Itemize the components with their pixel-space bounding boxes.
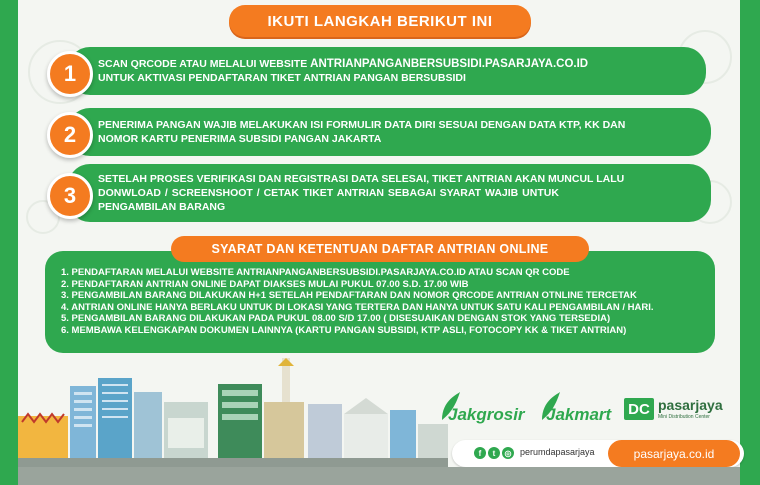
step-3-line-3: PENGAMBILAN BARANG: [98, 201, 226, 213]
terms-item: 1. PENDAFTARAN MELALUI WEBSITE ANTRIANPANGANBERSUBSIDI.PASARJAYA.CO.ID ATAU SCAN QR CODE: [61, 267, 570, 278]
terms-item: 4. ANTRIAN ONLINE HANYA BERLAKU UNTUK DI LOKASI YANG TERTERA DAN HANYA UNTUK SATU KALI PENGAMBILAN / HARI.: [61, 301, 654, 313]
city-skyline-illustration: [18, 358, 448, 470]
terms-item: 6. MEMBAWA KELENGKAPAN DOKUMEN LAINNYA (KARTU PANGAN SUBSIDI, KTP ASLI, FOTOCOPY KK & TIKET ANTRIAN): [61, 324, 627, 336]
step-1-line-2: UNTUK AKTIVASI PENDAFTARAN TIKET ANTRIAN PANGAN BERSUBSIDI: [98, 72, 466, 84]
step-2: [68, 108, 711, 156]
step-1-line-1: [98, 57, 688, 71]
terms-box: [45, 251, 715, 353]
page-title: IKUTI LANGKAH BERIKUT INI: [229, 5, 531, 37]
terms-item: 2. PENDAFTARAN ANTRIAN ONLINE DAPAT DIAKSES MULAI PUKUL 07.00 S.D. 17.00 WIB: [61, 278, 469, 290]
terms-item: 3. PENGAMBILAN BARANG DILAKUKAN H+1 SETELAH PENDAFTARAN DAN NOMOR QRCODE ANTRIAN OTNLINE TERCETAK: [61, 290, 637, 302]
terms-title: SYARAT DAN KETENTUAN DAFTAR ANTRIAN ONLINE: [171, 236, 589, 262]
facebook-icon[interactable]: f: [474, 447, 486, 459]
dc-logo-mark: DC: [624, 398, 654, 420]
pasarjaya-logo-subtitle: Mini Distribution Center: [658, 414, 710, 420]
step-3: [68, 164, 711, 222]
twitter-icon[interactable]: t: [488, 447, 500, 459]
jakgrosir-logo: Jakgrosir: [448, 405, 525, 424]
step-1-url: ANTRIANPANGANBERSUBSIDI.PASARJAYA.CO.ID: [310, 58, 589, 70]
jakmart-logo: Jakmart: [546, 405, 612, 424]
step-1-text: SCAN QRCODE ATAU MELALUI WEBSITE: [98, 58, 311, 70]
pasarjaya-logo: pasarjaya: [658, 397, 723, 413]
step-3-line-1: SETELAH PROSES VERIFIKASI DAN REGISTRASI DATA SELESAI, TIKET ANTRIAN AKAN MUNCUL LALU: [98, 173, 625, 185]
step-2-line-2: NOMOR KARTU PENERIMA SUBSIDI PANGAN JAKARTA: [98, 133, 382, 145]
step-3-line-2: DONWLOAD / SCREENSHOOT / CETAK TIKET ANTRIAN SEBAGAI SYARAT WAJIB UNTUK: [98, 187, 559, 199]
website-link[interactable]: pasarjaya.co.id: [608, 440, 740, 467]
step-2-line-1: PENERIMA PANGAN WAJIB MELAKUKAN ISI FORMULIR DATA DIRI SESUAI DENGAN DATA KTP, KK DAN: [98, 119, 626, 131]
step-1: [68, 47, 706, 95]
social-handle[interactable]: perumdapasarjaya: [520, 447, 595, 457]
road: [18, 467, 740, 485]
terms-item: 5. PENGAMBILAN BARANG DILAKUKAN PADA PUKUL 08.00 S/D 17.00 ( DISESUAIKAN DENGAN STOK YANG TERSEDIA): [61, 313, 611, 325]
step-number-2: 2: [47, 112, 93, 158]
step-number-1: 1: [47, 51, 93, 97]
step-number-3: 3: [47, 173, 93, 219]
instagram-icon[interactable]: ◎: [502, 447, 514, 459]
